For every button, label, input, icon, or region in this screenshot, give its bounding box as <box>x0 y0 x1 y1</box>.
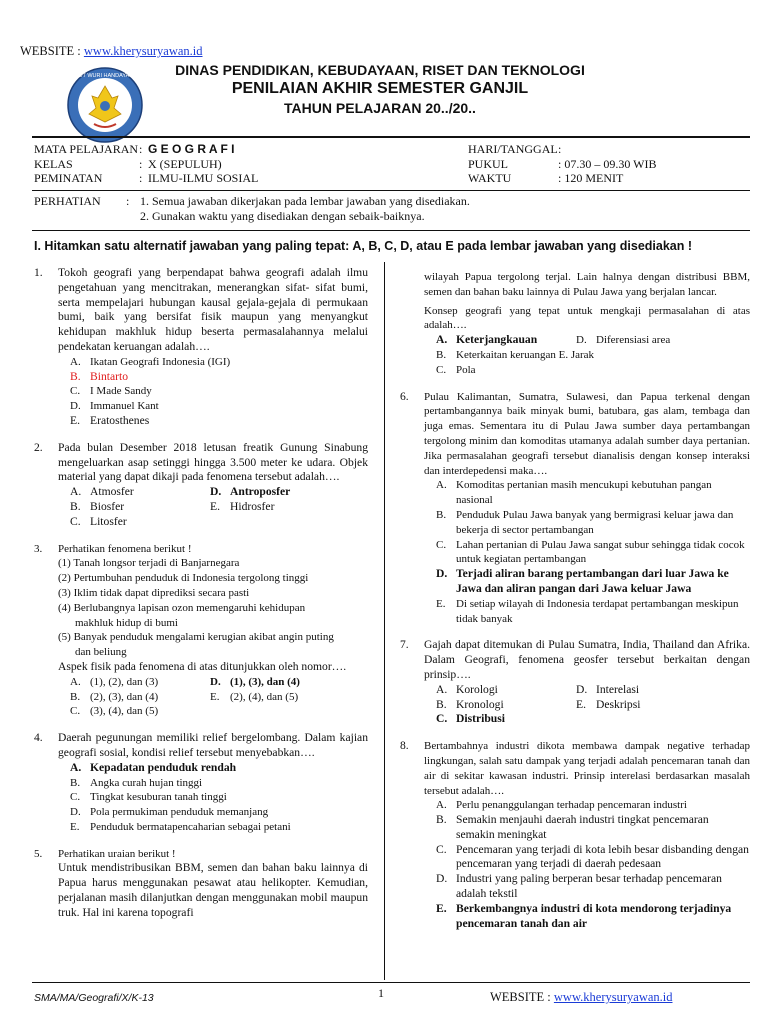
question-6: 6. Pulau Kalimantan, Sumatra, Sulawesi, dan Papua terkenal dengan pertambangannya baik minyak bumi, batubara, gas alam, tembaga dan juga emas. Sementara itu di Pulau Jawa sumber daya pertambangan tergolong minim dan komoditas utamanya adalah sumber daya pertanian. Jika permasalahan geografi tersebut dianalisis dengan konsep interaksi dan interdepedensi maka…. A. Komoditas pertanian masih mencukupi kebutuhan pangan nasional B. Penduduk Pulau Jawa banyak yang bermigrasi keluar jawa dan bekerja di sector pertambangan C. Lahan pertanian di Pulau Jawa sangat subur sehingga tidak cocok untuk kegiatan pertambangan D. Terjadi aliran barang pertambangan dari luar Jawa ke Jawa dan aliran pangan dari Jawa keluar Jawa E. Di setiap wilayah di Indonesia terdapat pertambangan meskipun tidak banyak <box>400 389 750 625</box>
notice-item: 1. Semua jawaban dikerjakan pada lembar jawaban yang disediakan. <box>140 194 470 208</box>
question-stem-continued: wilayah Papua tergolong terjal. Lain halnya dengan distribusi BBM, semen dan bahan baku lainnya di Pulau Jawa yang berjalan lancar. <box>424 271 750 298</box>
header-exam-title: PENILAIAN AKHIR SEMESTER GANJIL <box>231 80 529 97</box>
option-b[interactable]: B. Semakin menjauhi daerah industri tingkat pencemaran semakin meningkat <box>436 813 709 841</box>
option-e[interactable]: E. Deskripsi <box>576 697 641 711</box>
website-label: WEBSITE : <box>20 44 84 58</box>
question-3: 3. Perhatikan fenomena berikut ! (1) Tanah longsor terjadi di Banjarnegara (2) Pertumbuhan penduduk di Indonesia tergolong tinggi (3) Iklim tidak dapat diprediksi secara pasti (4) Berlubangnya lapisan ozon memengaruhi kehidupan makhluk hidup di bumi (5) Banyak penduduk mengalami kerugian akibat angin puting dan beliung Aspek fisik pada fenomena di atas ditunjukkan oleh nomor…. A. (1), (2), dan (3) D. (1), (3), dan (4) B. (2), (3), dan (4) E. (2), (4), dan (5) C. (3), (4), dan (5) <box>34 542 368 720</box>
option-d[interactable]: D. Industri yang paling berperan besar terhadap pencemaran adalah tekstil <box>436 872 722 901</box>
option-e[interactable]: E. Penduduk bermatapencaharian sebagai petani <box>70 820 291 833</box>
website-label: WEBSITE : <box>490 990 554 1004</box>
option-a[interactable]: A. Ikatan Geografi Indonesia (IGI) <box>70 355 231 368</box>
tut-wuri-handayani-logo <box>66 66 144 144</box>
question-intro: Perhatikan uraian berikut ! <box>58 847 176 860</box>
options <box>70 675 368 719</box>
option-a[interactable]: A. Atmosfer <box>70 485 134 499</box>
header-year: TAHUN PELAJARAN 20../20.. <box>284 100 476 116</box>
options <box>436 683 750 727</box>
option-a-answer[interactable]: A. Keterjangkauan <box>436 333 538 347</box>
right-column <box>400 270 750 943</box>
question-intro: Perhatikan fenomena berikut ! <box>58 542 192 555</box>
question-stem: Pulau Kalimantan, Sumatra, Sulawesi, dan Papua terkenal dengan pertambangannya baik minyak bumi, batubara, gas alam, tembaga dan juga emas. Sementara itu di Pulau Jawa sumber daya pertambangan tergolong minim dan komoditas utamanya adalah sumber daya pertanian. Jika permasalahan geografi tersebut dianalisis dengan konsep interaksi dan interdepedensi maka…. <box>424 390 750 477</box>
question-stem: Pada bulan Desember 2018 letusan freatik Gunung Sinabung mengeluarkan asap setinggi hingga 3.500 meter ke udara. Objek material yang dapat dikaji pada fenomena tersebut adalah…. <box>58 440 368 484</box>
info-value-subject: G E O G R A F I <box>148 142 235 156</box>
option-a[interactable]: A. Perlu penanggulangan terhadap pencemaran industri <box>436 799 687 812</box>
notice-item: 2. Gunakan waktu yang disediakan dengan sebaik-baiknya. <box>140 209 425 223</box>
website-header <box>20 44 203 59</box>
info-right: HARI/TANGGAL : PUKUL : 07.30 – 09.30 WIB WAKTU : 120 MENIT <box>468 142 657 185</box>
notice-label: PERHATIAN <box>34 194 101 208</box>
options <box>436 333 750 377</box>
left-column <box>34 266 368 933</box>
question-1: 1. Tokoh geografi yang berpendapat bahwa geografi adalah ilmu pengetahuan yang mencitrakan, menerangkan sifat- sifat bumi, serta mempelajari hubungan kausal gejala-gejala di permukaan bumi, baik yang bersifat fisik maupun yang menyangkut kehidupan makhluk hidup beserta permasalahannya melalui pendekatan keruangan adalah…. A. Ikatan Geografi Indonesia (IGI) B. Bintarto C. I Made Sandy D. Immanuel Kant E. Eratosthenes <box>34 266 368 427</box>
option-e[interactable]: E. Eratosthenes <box>70 413 150 427</box>
option-d[interactable]: D. Diferensiasi area <box>576 334 671 347</box>
option-c[interactable]: C. Litosfer <box>70 514 127 528</box>
options <box>436 798 750 931</box>
option-c[interactable]: C. I Made Sandy <box>70 385 152 398</box>
website-link[interactable]: www.kherysuryawan.id <box>83 44 203 58</box>
option-c[interactable]: C. Pencemaran yang terjadi di kota lebih besar disbanding dengan pencemaran yang terjadi di daerah pedesaan <box>436 842 749 871</box>
notice-divider <box>32 230 750 231</box>
option-d-answer[interactable]: D. Antroposfer <box>210 485 291 499</box>
option-d[interactable]: D. Immanuel Kant <box>70 400 159 413</box>
question-4: 4. Daerah pegunungan memiliki relief bergelombang. Dalam kajian geografi sosial, kondisi relief tersebut menyebabkan…. A. Kepadatan penduduk rendah B. Angka curah hujan tinggi C. Tingkat kesuburan tanah tinggi D. Pola permukiman penduduk memanjang E. Penduduk bermatapencaharian sebagai petani <box>34 731 368 833</box>
option-a-answer[interactable]: A. Kepadatan penduduk rendah <box>70 760 237 774</box>
list-item: (4) Berlubangnya lapisan ozon memengaruhi kehidupan <box>58 601 306 614</box>
option-c-answer[interactable]: C. Distribusi <box>436 712 505 726</box>
question-stem: Bertambahnya industri dikota membawa dampak negative terhadap lingkungan, salah satu dampak yang terjadi adalah pencemaran tanah dan air di sekitar kawasan industri. Prinsip interelasi berdasarkan masalah tersebut adalah…. <box>424 740 750 797</box>
question-stem: Konsep geografi yang tepat untuk mengkaji permasalahan di atas adalah…. <box>424 304 750 332</box>
option-e[interactable]: E. Di setiap wilayah di Indonesia terdapat pertambangan meskipun tidak banyak <box>436 597 739 625</box>
question-7: 7. Gajah dapat ditemukan di Pulau Sumatra, India, Thailand dan Afrika. Dalam Geografi, fenomena geosfer tersebut berkaitan dengan prinsip…. A. Korologi D. Interelasi B. Kronologi E. Deskripsi C. Distribusi <box>400 638 750 726</box>
column-divider <box>384 262 385 980</box>
question-stem: Aspek fisik pada fenomena di atas ditunjukkan oleh nomor…. <box>58 659 347 673</box>
option-a[interactable]: A. (1), (2), dan (3) <box>70 675 159 688</box>
svg-text:TUT WURI HANDAYANI: TUT WURI HANDAYANI <box>75 73 135 79</box>
option-c[interactable]: C. Pola <box>436 363 476 376</box>
option-b-e[interactable]: B. Keterkaitan keruangan E. Jarak <box>436 348 595 361</box>
info-left: MATA PELAJARAN : G E O G R A F I KELAS : X (SEPULUH) PEMINATAN : ILMU-ILMU SOSIAL <box>34 142 259 185</box>
question-5: 5. Perhatikan uraian berikut ! Untuk mendistribusikan BBM, semen dan bahan baku lainnya di Papua harus menggunakan pesawat atau helikopter. Kemudian, perjalanan masih dilanjutkan dengan menggunakan mobil maupun truk. Hal ini karena topografi <box>34 847 368 919</box>
option-c[interactable]: C. (3), (4), dan (5) <box>70 705 159 718</box>
options <box>70 761 368 835</box>
question-5-continued <box>400 270 750 378</box>
list-item: (5) Banyak penduduk mengalami kerugian akibat angin puting <box>58 631 334 644</box>
option-b[interactable]: B. Angka curah hujan tinggi <box>70 776 203 789</box>
option-e-answer[interactable]: E. Berkembangnya industri di kota mendorong terjadinya pencemaran tanah dan air <box>436 901 732 930</box>
question-stem: Daerah pegunungan memiliki relief bergelombang. Dalam kajian geografi sosial, kondisi relief tersebut menyebabkan…. <box>58 731 368 759</box>
header-agency: DINAS PENDIDIKAN, KEBUDAYAAN, RISET DAN TEKNOLOGI <box>175 62 585 78</box>
option-d-answer[interactable]: D. Terjadi aliran barang pertambangan dari luar Jawa ke Jawa dan aliran pangan dari Jawa keluar Jawa <box>436 567 729 595</box>
question-8: 8. Bertambahnya industri dikota membawa dampak negative terhadap lingkungan, salah satu dampak yang terjadi adalah pencemaran tanah dan air di sekitar kawasan industri. Prinsip interelasi berdasarkan masalah tersebut adalah…. A. Perlu penanggulangan terhadap pencemaran industri B. Semakin menjauhi daerah industri tingkat pencemaran semakin meningkat C. Pencemaran yang terjadi di kota lebih besar disbanding dengan pencemaran yang terjadi di daerah pedesaan D. Industri yang paling berperan besar terhadap pencemaran adalah tekstil E. Berkembangnya industri di kota mendorong terjadinya pencemaran tanah dan air <box>400 739 750 930</box>
footer-code: SMA/MA/Geografi/X/K-13 <box>34 992 154 1004</box>
info-key: MATA PELAJARAN <box>34 142 139 156</box>
section-heading: I. Hitamkan satu alternatif jawaban yang paling tepat: A, B, C, D, atau E pada lembar jawaban yang disediakan ! <box>34 239 693 253</box>
options <box>70 355 368 429</box>
footer-divider <box>32 982 750 983</box>
option-e[interactable]: E. Hidrosfer <box>210 499 275 513</box>
option-d-answer[interactable]: D. (1), (3), dan (4) <box>210 675 300 688</box>
list-item: makhluk hidup di bumi <box>75 616 178 629</box>
website-link[interactable]: www.kherysuryawan.id <box>553 990 673 1004</box>
question-stem: Tokoh geografi yang berpendapat bahwa geografi adalah ilmu pengetahuan yang mencitrakan, menerangkan sifat- sifat bumi, serta mempelajari hubungan kausal gejala-gejala di permukaan bumi, baik yang bersifat fisik maupun yang menyangkut kehidupan makhluk hidup beserta permasalahannya melalui pendekatan keruangan adalah…. <box>58 266 368 353</box>
list-item: (1) Tanah longsor terjadi di Banjarnegara <box>58 557 240 570</box>
list-item: dan beliung <box>75 646 127 659</box>
option-e[interactable]: E. (2), (4), dan (5) <box>210 690 299 703</box>
option-a[interactable]: A. Korologi <box>436 682 498 696</box>
option-b[interactable]: B. Biosfer <box>70 499 125 513</box>
option-c[interactable]: C. Tingkat kesuburan tanah tinggi <box>70 791 227 804</box>
info-divider <box>32 190 750 191</box>
option-b-answer[interactable]: B. Bintarto <box>70 369 128 383</box>
option-c[interactable]: C. Lahan pertanian di Pulau Jawa sangat subur sehingga tidak cocok untuk kegiatan pertambangan <box>436 538 745 566</box>
options <box>70 485 368 529</box>
option-d[interactable]: D. Pola permukiman penduduk memanjang <box>70 806 269 819</box>
option-a[interactable]: A. Komoditas pertanian masih mencukupi kebutuhan pangan nasional <box>436 479 712 507</box>
website-footer <box>490 990 673 1005</box>
options <box>436 478 750 626</box>
option-b[interactable]: B. Kronologi <box>436 697 504 711</box>
question-stem: Untuk mendistribusikan BBM, semen dan bahan baku lainnya di Papua harus menggunakan pesawat atau helikopter. Kemudian, perjalanan masih dilanjutkan dengan menggunakan mobil maupun truk. Hal ini karena topografi <box>58 861 368 919</box>
option-b[interactable]: B. (2), (3), dan (4) <box>70 690 159 703</box>
question-2: 2. Pada bulan Desember 2018 letusan freatik Gunung Sinabung mengeluarkan asap setinggi hingga 3.500 meter ke udara. Objek material yang dapat dikaji pada fenomena tersebut adalah…. A. Atmosfer D. Antroposfer B. Biosfer E. Hidrosfer C. Litosfer <box>34 440 368 528</box>
list-item: (2) Pertumbuhan penduduk di Indonesia tergolong tinggi <box>58 572 309 585</box>
phenomena-list <box>58 556 368 660</box>
page-number: 1 <box>378 986 384 1000</box>
option-d[interactable]: D. Interelasi <box>576 682 640 696</box>
list-item: (3) Iklim tidak dapat diprediksi secara pasti <box>58 586 250 599</box>
option-b[interactable]: B. Penduduk Pulau Jawa banyak yang bermigrasi keluar jawa dan bekerja di sector pertambangan <box>436 508 734 536</box>
question-stem: Gajah dapat ditemukan di Pulau Sumatra, India, Thailand dan Afrika. Dalam Geografi, fenomena geosfer tersebut berkaitan dengan prinsip…. <box>424 638 750 681</box>
header-divider <box>32 136 750 138</box>
